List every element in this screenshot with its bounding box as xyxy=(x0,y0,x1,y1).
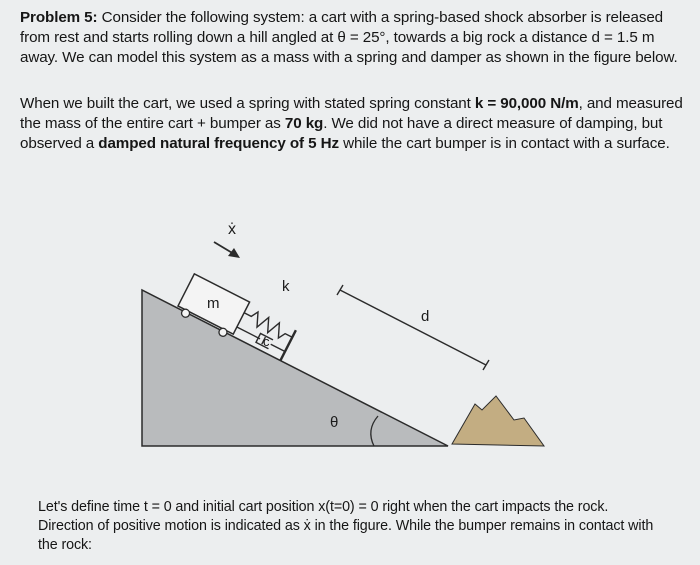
definition-paragraph xyxy=(38,498,678,555)
problem-line-1: Problem 5: Consider the following system: a cart with a spring-based shock absorber is released xyxy=(20,9,664,26)
distance-tick-end xyxy=(483,360,489,370)
problem-statement xyxy=(20,8,695,68)
figure-diagram xyxy=(130,210,560,460)
measurement-line-1: When we built the cart, we used a spring with stated spring constant k = 90,000 N/m, and measured xyxy=(20,95,683,112)
measurement-paragraph xyxy=(20,94,695,154)
measurement-line-2: the mass of the entire cart + bumper as 70 kg. We did not have a direct measure of damping, but xyxy=(20,115,663,132)
mass-label: m xyxy=(207,295,220,313)
rock xyxy=(452,396,544,446)
damper-tail xyxy=(271,344,285,351)
spring-label: k xyxy=(282,278,290,295)
distance-tick-start xyxy=(337,285,343,295)
distance-line xyxy=(340,290,486,365)
problem-line-3: away. We can model this system as a mass with a spring and damper as shown in the figure below. xyxy=(20,49,678,66)
definition-line-1: Let's define time t = 0 and initial cart position x(t=0) = 0 right when the cart impacts the rock. xyxy=(38,499,609,515)
cart-incline-figure xyxy=(130,210,560,460)
spring-constant-value: k = 90,000 N/m xyxy=(474,95,579,112)
measurement-line-3: observed a damped natural frequency of 5 Hz while the cart bumper is in contact with a surface. xyxy=(20,135,670,152)
damper-rod xyxy=(237,327,260,339)
distance-label: d xyxy=(421,308,430,325)
velocity-arrowhead xyxy=(228,248,240,258)
velocity-label: ẋ xyxy=(228,221,236,238)
mass-value: 70 kg xyxy=(284,115,324,132)
problem-line-2: from rest and starts rolling down a hill angled at θ = 25°, towards a big rock a distance d = 1.5 m xyxy=(20,29,655,46)
definition-line-3: the rock: xyxy=(38,537,92,553)
problem-label: Problem 5: xyxy=(20,9,98,26)
damped-frequency-value: damped natural frequency of 5 Hz xyxy=(98,135,339,152)
damper-label: c xyxy=(263,334,270,349)
definition-line-2: Direction of positive motion is indicated as ẋ in the figure. While the bumper remains in contact with xyxy=(38,518,654,534)
angle-label: θ xyxy=(330,414,339,431)
